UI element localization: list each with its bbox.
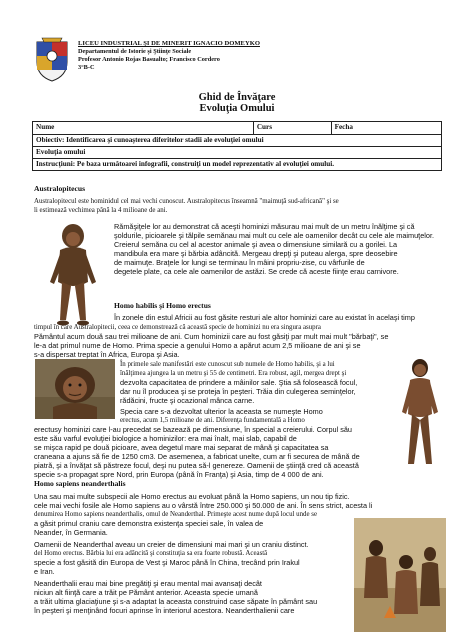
paragraph-line: se mişca rapid pe două picioare, avea degetul mare mai separat de mână şi capacitatea sa <box>34 443 329 452</box>
paragraph-line: denumirea Homo sapiens neanderthalis, omul de Neanderthal. Primeşte acest nume după locul unde se <box>34 511 318 518</box>
school-crest-logo <box>34 36 70 82</box>
paragraph-line: Oamenii de Neanderthal aveau un creier de dimensiuni mai mari şi un craniu distinct. <box>34 540 309 549</box>
paragraph-line: e Iran. <box>34 567 55 576</box>
paragraph-line: le-a dat primul nume de Homo. Prima specie a genului Homo a apărut acum 2,5 milioane de ani şi se <box>34 341 361 350</box>
paragraph-line: specie s-a propagat spre Nord, prin Europa (până în Franţa) şi Asia, timp de 4 000 de ani. <box>34 470 324 479</box>
paragraph-line: cele mai vechi fosile ale Homo sapiens au o vârstă între 250.000 şi 50.000 de ani. În sens strict, acesta li <box>34 501 373 510</box>
paragraph-line: piatră, şi a învăţat să păstreze focul, deşi nu putea să-l genereze. Oamenii de ştiinţă cred că această <box>34 461 359 470</box>
paragraph-line: erectus, acum 1,5 milioane de ani. Diferenţa fundamentală a Homo <box>120 417 305 424</box>
paragraph-line: a trăit ultima glaciaţiune şi s-a adaptat la aceasta construind case săpate în pământ sau <box>34 597 318 606</box>
objective-cell: Obiectiv: Identificarea şi cunoaşterea diferitelor stadii ale evoluţiei omului <box>33 135 442 147</box>
paragraph-line: s-a dispersat treptat în Africa, Europa şi Asia. <box>34 350 180 359</box>
paragraph-line: este său varful evoluţiei biologice a hominizilor: era mai înalt, mai slab, capabil de <box>34 434 297 443</box>
paragraph-line: În primele sale manifestări este cunoscut sub numele de Homo habilis, şi a lui <box>120 361 335 368</box>
paragraph-line: a găsit primul craniu care demonstra existenţa speciei sale, în valea de <box>34 519 264 528</box>
paragraph-line: mandibula era mare şi bărbia adâncită. Mergeau drepţi şi puteau alerga, spre deosebire <box>114 249 398 258</box>
school-name: LICEU INDUSTRIAL ŞI DE MINERIT IGNACIO DOMEYKO <box>78 40 260 47</box>
department: Departamentul de Istorie şi Ştiinţe Sociale <box>78 48 192 55</box>
date-cell[interactable]: Fecha <box>331 122 441 135</box>
neanderthal-group-image <box>354 518 446 632</box>
paragraph-line: În zonele din estul Africii au fost găsite resturi ale altor hominizi care au existat în acelaşi timp <box>114 313 415 322</box>
guide-title: Ghid de Învăţare <box>198 92 276 103</box>
paragraph-line: Australopitecul este hominidul cel mai vechi cunoscut. Australopitecus înseamnă "maimuţă sud-africană" şi se <box>34 198 339 205</box>
paragraph-line: înălţimea ajungea la un metru şi 55 de centimetri. Era robust, agil, mergea drept şi <box>120 370 347 377</box>
australopithecus-image <box>42 220 104 332</box>
paragraph-line: specie a fost găsită din Europa de Vest şi Maroc până în China, trecând prin Irakul <box>34 558 300 567</box>
paragraph-line: del Homo erectus. Bărbia lui era adâncită şi constituţia sa era foarte robustă. Această <box>34 550 268 557</box>
paragraph-line: Rămăşiţele lor au demonstrat că aceşti hominizi măsurau mai mult de un metru înălţime şi că <box>114 222 415 231</box>
paragraph-line: Una sau mai multe subspecii ale Homo erectus au evoluat până la Homo sapiens, un nou tip fizic. <box>34 492 350 501</box>
paragraph-line: dar nu îl producea şi se proteja în peşteri. Trăia din culegerea seminţelor, <box>120 387 356 396</box>
paragraph-line: li estimează vechimea până la 4 milioane de ani. <box>34 207 168 214</box>
section-heading-australopithecus: Australopitecus <box>34 184 86 193</box>
section-heading-habilis-erectus: Homo habilis şi Homo erectus <box>114 301 211 310</box>
guide-subtitle: Evoluţia Omului <box>199 103 275 114</box>
paragraph-line: erectusy hominizi care l-au precedat se bazează pe dimensiune, în special a creierului. Corpul său <box>34 425 352 434</box>
paragraph-line: craneana a ajuns să fie de 1250 cm3. De asemenea, a fabricat unelte, cum ar fi securea de mână de <box>34 452 360 461</box>
class-label: 3°B-C <box>78 64 95 71</box>
teacher-names: Profesor Antonio Rojas Basualto; Francisco Cordero <box>78 56 220 63</box>
paragraph-line: de maimuţe. Braţele lor lungi se terminau în mâini propriu-zise, cu vârfurile de <box>114 258 365 267</box>
school-info <box>78 40 260 72</box>
course-cell[interactable]: Curs <box>253 122 331 135</box>
paragraph-line: timpul în care Australopitecii, ceea ce demonstrează că această specie de hominizi nu era singura asupra <box>34 324 321 331</box>
section-heading-neanderthalis: Homo sapiens neanderthalis <box>34 479 126 488</box>
paragraph-line: Neanderthalii erau mai bine pregătiţi şi erau mental mai avansaţi decât <box>34 579 262 588</box>
paragraph-line: Specia care s-a dezvoltat ulterior la aceasta se numeşte Homo <box>120 407 323 416</box>
paragraph-line: niciun alt fiinţă care a trăit pe Pământ anterior. Aceasta specie umană <box>34 588 258 597</box>
topic-cell: Evoluţia omului <box>33 147 442 159</box>
paragraph-line: Creierul semăna cu cel al acestor animale şi avea o dimensiune similară cu a gorilei. La <box>114 240 398 249</box>
paragraph-line: rădăcini, fructe şi ocazional mânca carne. <box>120 396 255 405</box>
homo-habilis-image <box>35 359 115 419</box>
paragraph-line: degetele plate, ca cele ale oamenilor de astăzi. Se crede că aceste fiinţe erau carnivore. <box>114 267 399 276</box>
homo-erectus-image <box>392 356 448 474</box>
paragraph-line: Pământul acum două sau trei milioane de ani. Cum hominizii care au fost găsiţi par mult mai mult "bărbaţi", se <box>34 332 389 341</box>
paragraph-line: dezvolta capacitatea de prindere a mâinilor sale. Ştia să folosească focul, <box>120 378 358 387</box>
paragraph-line: şoldurile, picioarele şi tălpile semănau mai mult cu cele ale oamenilor decât cu cele ale maimuţelor. <box>114 231 435 240</box>
student-info-table <box>32 121 442 171</box>
paragraph-line: Neander, în Germania. <box>34 528 108 537</box>
instruction-cell: Instrucţiuni: Pe baza următoarei infografii, construiţi un model reprezentativ al evoluţiei omului. <box>33 159 442 171</box>
name-cell[interactable]: Nume <box>33 122 254 135</box>
paragraph-line: în peşteri şi menţinând focuri aprinse în interiorul acestora. Neanderthalienii care <box>34 606 295 615</box>
